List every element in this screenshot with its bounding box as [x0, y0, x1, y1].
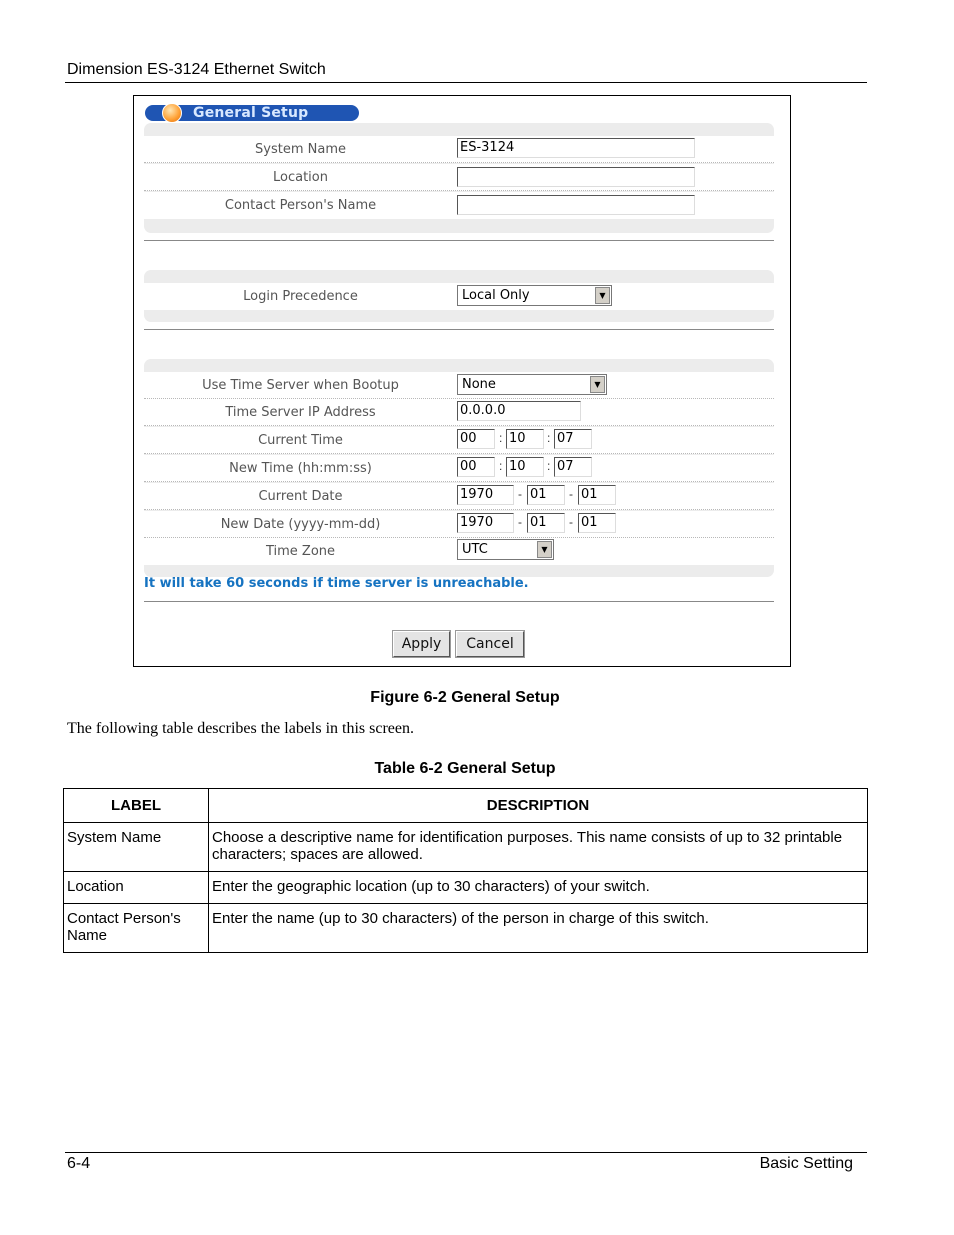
table-cell-description: Enter the name (up to 30 characters) of the person in charge of this switch.: [209, 904, 868, 953]
row-time-zone: [144, 538, 774, 565]
new-date-label: New Date (yyyy-mm-dd): [220, 517, 381, 532]
row-time-server-ip: [144, 399, 774, 426]
figure-caption: Figure 6-2 General Setup: [370, 689, 560, 706]
contact-person-input[interactable]: [457, 195, 695, 215]
table-cell-label: Contact Person's Name: [64, 904, 209, 953]
date-separator: -: [518, 515, 522, 529]
time-separator: :: [499, 459, 503, 473]
row-contact-person: [144, 192, 774, 219]
login-precedence-select[interactable]: [457, 285, 612, 306]
apply-button[interactable]: Apply: [393, 631, 450, 657]
new-time-second[interactable]: 07: [554, 457, 592, 477]
row-new-time: [144, 455, 774, 482]
login-precedence-value: Local Only: [462, 288, 530, 303]
orb-icon: [162, 103, 182, 123]
table-cell-description: Enter the geographic location (up to 30 characters) of your switch.: [209, 872, 868, 904]
table-cell-label: Location: [64, 872, 209, 904]
current-time-label: Current Time: [258, 433, 343, 448]
time-zone-value: UTC: [462, 542, 488, 557]
row-system-name: [144, 136, 774, 163]
current-time-hour[interactable]: 00: [457, 429, 495, 449]
current-date-label: Current Date: [258, 489, 343, 504]
location-label: Location: [273, 170, 328, 185]
table-cell-description: Choose a descriptive name for identification purposes. This name consists of up to 32 printable characters; spaces are allowed.: [209, 823, 868, 872]
date-separator: -: [569, 515, 573, 529]
row-login-precedence: [144, 283, 774, 310]
time-server-ip-input[interactable]: 0.0.0.0: [457, 401, 581, 421]
footer-rule: [65, 1152, 867, 1153]
time-server-notice: It will take 60 seconds if time server is unreachable.: [144, 576, 529, 591]
table-header-row: [64, 789, 868, 823]
screen-title-bar: [145, 105, 359, 121]
table-row: [64, 904, 868, 953]
new-time-label: New Time (hh:mm:ss): [229, 461, 372, 476]
date-separator: -: [518, 487, 522, 501]
page-number: 6-4: [67, 1155, 91, 1172]
chevron-down-icon[interactable]: ▼: [590, 376, 605, 393]
screen-title: General Setup: [193, 105, 309, 121]
new-time-minute[interactable]: 10: [506, 457, 544, 477]
time-server-label: Use Time Server when Bootup: [202, 378, 399, 393]
new-time-hour[interactable]: 00: [457, 457, 495, 477]
current-time-second[interactable]: 07: [554, 429, 592, 449]
current-date-day[interactable]: 01: [578, 485, 616, 505]
table-caption: Table 6-2 General Setup: [374, 760, 556, 777]
current-date-year[interactable]: 1970: [457, 485, 514, 505]
cancel-button[interactable]: Cancel: [456, 631, 524, 657]
time-server-value: None: [462, 377, 496, 392]
contact-person-label: Contact Person's Name: [224, 198, 377, 213]
description-table: [63, 788, 868, 953]
time-separator: :: [547, 431, 551, 445]
current-date-month[interactable]: 01: [527, 485, 565, 505]
chevron-down-icon[interactable]: ▼: [595, 287, 610, 304]
table-row: [64, 872, 868, 904]
description-column-header: DESCRIPTION: [209, 789, 868, 823]
general-setup-screenshot: [133, 95, 791, 667]
time-zone-label: Time Zone: [265, 544, 336, 559]
label-column-header: LABEL: [64, 789, 209, 823]
table-cell-label: System Name: [64, 823, 209, 872]
system-name-input[interactable]: ES-3124: [457, 138, 695, 158]
time-server-select[interactable]: [457, 374, 607, 395]
new-date-month[interactable]: 01: [527, 513, 565, 533]
system-name-label: System Name: [255, 142, 346, 157]
divider: [144, 601, 774, 602]
chevron-down-icon[interactable]: ▼: [537, 541, 552, 558]
new-date-year[interactable]: 1970: [457, 513, 514, 533]
chapter-name: Basic Setting: [759, 1155, 853, 1172]
row-time-server: [144, 372, 774, 399]
table-row: [64, 823, 868, 872]
header-rule: [65, 82, 867, 83]
current-time-minute[interactable]: 10: [506, 429, 544, 449]
divider: [144, 240, 774, 241]
page-header: Dimension ES-3124 Ethernet Switch: [67, 61, 326, 78]
row-new-date: [144, 511, 774, 538]
divider: [144, 329, 774, 330]
row-location: [144, 164, 774, 191]
time-server-ip-label: Time Server IP Address: [225, 405, 376, 420]
time-separator: :: [499, 431, 503, 445]
row-current-date: [144, 483, 774, 510]
time-zone-select[interactable]: [457, 539, 554, 560]
location-input[interactable]: [457, 167, 695, 187]
new-date-day[interactable]: 01: [578, 513, 616, 533]
login-precedence-label: Login Precedence: [243, 289, 358, 304]
date-separator: -: [569, 487, 573, 501]
intro-text: The following table describes the labels in this screen.: [67, 720, 415, 737]
row-current-time: [144, 427, 774, 454]
time-separator: :: [547, 459, 551, 473]
